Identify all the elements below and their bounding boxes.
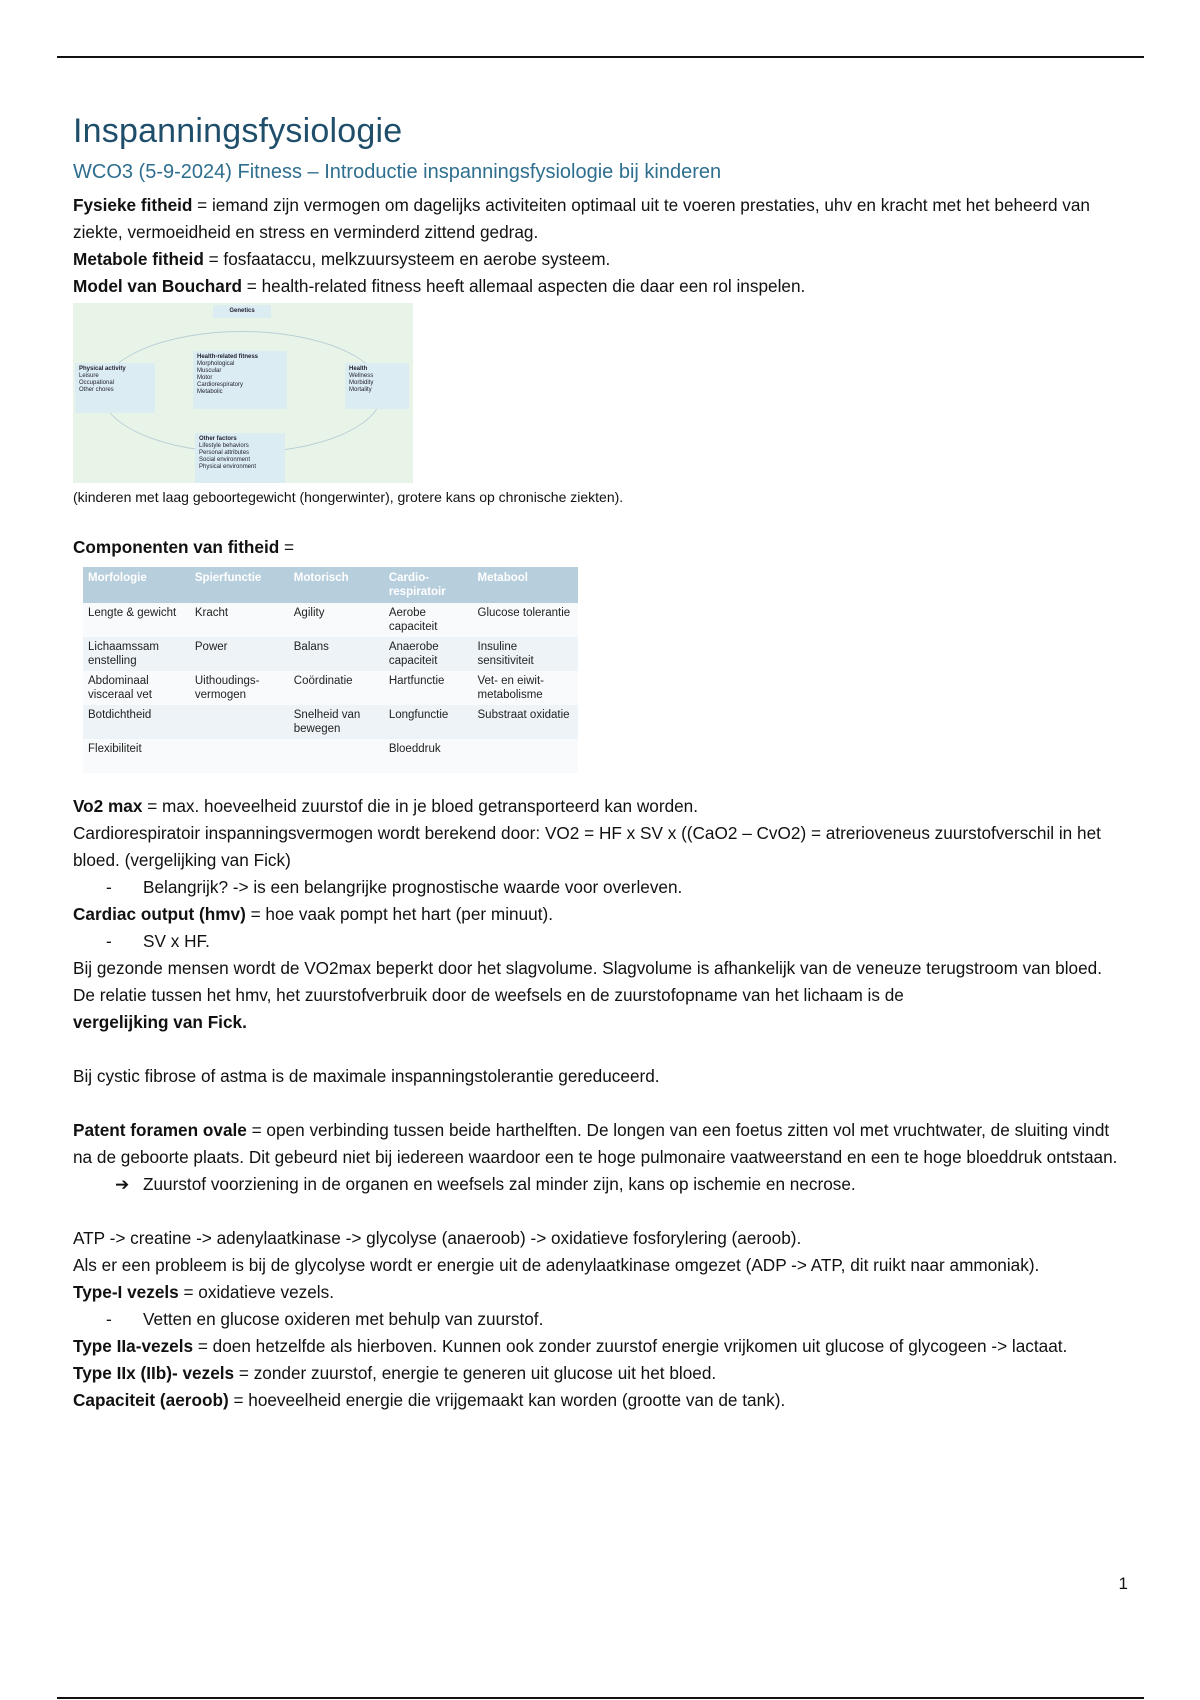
paragraph-patent-foramen-ovale (73, 1117, 1133, 1171)
column-header: Morfologie (83, 567, 190, 603)
spacer (73, 779, 1133, 793)
table-cell: Hartfunctie (384, 671, 473, 705)
arrow-right-icon: ➔ (115, 1174, 130, 1194)
paragraph-type2x (73, 1360, 1133, 1387)
table-cell: Abdominaal visceraal vet (83, 671, 190, 705)
definition: = hoe vaak pompt het hart (per minuut). (245, 904, 553, 924)
paragraph-gezonde-mensen: Bij gezonde mensen wordt de VO2max beperkt door het slagvolume. Slagvolume is afhankelijk van de veneuze terugstroom van bloed. (73, 958, 1102, 978)
column-header: Cardio-respiratoir (384, 567, 473, 603)
spacer (73, 1090, 1133, 1117)
term: vergelijking van Fick. (73, 1012, 247, 1032)
genetics-box: Genetics (213, 305, 271, 318)
definition: = oxidatieve vezels. (178, 1282, 334, 1302)
table-cell (190, 739, 289, 773)
bullet-text: SV x HF. (143, 931, 210, 951)
column-header: Metabool (473, 567, 579, 603)
table-cell (289, 739, 384, 773)
bouchard-diagram (73, 303, 413, 483)
spacer (73, 1198, 1133, 1225)
table-row (83, 671, 578, 705)
table-cell: Lichaamssam enstelling (83, 637, 190, 671)
term: Capaciteit (aeroob) (73, 1390, 229, 1410)
text: De relatie tussen het hmv, het zuurstofverbruik door de weefsels en de zuurstofopname van het lichaam is de (73, 985, 904, 1005)
table-cell: Snelheid van bewegen (289, 705, 384, 739)
table-header-row (83, 567, 578, 603)
bullet-item (73, 874, 1133, 901)
table-cell: Balans (289, 637, 384, 671)
table-cell (190, 705, 289, 739)
paragraph-type2a (73, 1333, 1133, 1360)
arrow-text: Zuurstof voorziening in de organen en weefsels zal minder zijn, kans op ischemie en necrose. (143, 1174, 856, 1194)
paragraph-bouchard (73, 273, 1133, 300)
bottom-rule (57, 1697, 1144, 1699)
table-cell: Substraat oxidatie (473, 705, 579, 739)
page-content (73, 112, 1133, 1414)
table-cell: Glucose tolerantie (473, 603, 579, 637)
term: Fysieke fitheid (73, 195, 193, 215)
bullet-marker: - (106, 931, 112, 951)
term: Vo2 max (73, 796, 143, 816)
table-cell: Kracht (190, 603, 289, 637)
definition: = health-related fitness heeft allemaal aspecten die daar een rol inspelen. (242, 276, 806, 296)
term: Model van Bouchard (73, 276, 243, 296)
definition: = open verbinding tussen beide harthelften. De longen van een foetus zitten vol met vruchtwater, de sluiting vindt na de geboorte plaats. Dit gebeurd niet bij iedereen waardoor een te hoge pulmonaire vaatweerstand en een te hoge bloeddruk ontstaan. (73, 1120, 1118, 1167)
table-cell: Bloeddruk (384, 739, 473, 773)
definition: = zonder zuurstof, energie te generen uit glucose uit het bloed. (234, 1363, 717, 1383)
term: Componenten van fitheid (73, 537, 280, 557)
health-box: Health Wellness Morbidity Mortality (345, 363, 409, 409)
term: Patent foramen ovale (73, 1120, 247, 1140)
other-factors-box: Other factors Lifestyle behaviors Personal attributes Social environment Physical environment (195, 433, 285, 483)
table-cell: Power (190, 637, 289, 671)
term: Metabole fitheid (73, 249, 204, 269)
paragraph-componenten (73, 534, 1133, 561)
definition: = fosfaataccu, melkzuursysteem en aerobe systeem. (203, 249, 611, 269)
definition: = max. hoeveelheid zuurstof die in je bloed getransporteerd kan worden. (142, 796, 699, 816)
bullet-marker: - (106, 1309, 112, 1329)
spacer (73, 507, 1133, 534)
table-cell: Anaerobe capaciteit (384, 637, 473, 671)
table-row (83, 739, 578, 773)
spacer (73, 1036, 1133, 1063)
top-rule (57, 56, 1144, 58)
table-cell (473, 739, 579, 773)
paragraph-cystic-fibrose: Bij cystic fibrose of astma is de maximale inspanningstolerantie gereduceerd. (73, 1066, 660, 1086)
paragraph-metabole-fitheid (73, 246, 1133, 273)
definition: = (279, 537, 295, 557)
bullet-item (73, 928, 1133, 955)
paragraph-relatie (73, 982, 1133, 1036)
table-row (83, 603, 578, 637)
arrow-item (73, 1171, 1133, 1198)
table-cell: Flexibiliteit (83, 739, 190, 773)
health-related-fitness-box: Health-related fitness Morphological Muscular Motor Cardiorespiratory Metabolic (193, 351, 287, 409)
page-number: 1 (1118, 1574, 1128, 1593)
table-row (83, 705, 578, 739)
table-cell: Vet- en eiwit-metabolisme (473, 671, 579, 705)
paragraph-capaciteit (73, 1387, 1133, 1414)
paragraph-cardiorespiratoir: Cardiorespiratoir inspanningsvermogen wordt berekend door: VO2 = HF x SV x ((CaO2 – CvO2) = atrerioveneus zuurstofverschil in het bloed. (vergelijking van Fick) (73, 823, 1101, 870)
definition: = doen hetzelfde als hierboven. Kunnen ook zonder zuurstof energie vrijkomen uit glucose of glycogeen -> lactaat. (193, 1336, 1068, 1356)
bullet-marker: - (106, 877, 112, 897)
table-cell: Longfunctie (384, 705, 473, 739)
term: Type IIa-vezels (73, 1336, 194, 1356)
column-header: Motorisch (289, 567, 384, 603)
table-cell: Coördinatie (289, 671, 384, 705)
paragraph-fysieke-fitheid (73, 192, 1133, 246)
table-row (83, 637, 578, 671)
section-heading: WCO3 (5-9-2024) Fitness – Introductie inspanningsfysiologie bij kinderen (73, 161, 722, 183)
paragraph-glycolyse: Als er een probleem is bij de glycolyse wordt er energie uit de adenylaatkinase omgezet (ADP -> ATP, dit ruikt naar ammoniak). (73, 1255, 1040, 1275)
bullet-text: Belangrijk? -> is een belangrijke prognostische waarde voor overleven. (143, 877, 683, 897)
table-cell: Botdichtheid (83, 705, 190, 739)
components-table (83, 567, 578, 773)
term: Type-I vezels (73, 1282, 179, 1302)
table-cell: Uithoudings-vermogen (190, 671, 289, 705)
bullet-text: Vetten en glucose oxideren met behulp van zuurstof. (143, 1309, 544, 1329)
paragraph-atp: ATP -> creatine -> adenylaatkinase -> glycolyse (anaeroob) -> oxidatieve fosforylering (aeroob). (73, 1228, 802, 1248)
paragraph-vo2max (73, 793, 1133, 820)
paragraph-cardiac-output (73, 901, 1133, 928)
term: Type IIx (IIb)- vezels (73, 1363, 235, 1383)
term: Cardiac output (hmv) (73, 904, 246, 924)
diagram-caption: (kinderen met laag geboortegewicht (hongerwinter), grotere kans op chronische ziekten). (73, 489, 624, 505)
bullet-item (73, 1306, 1133, 1333)
definition: = iemand zijn vermogen om dagelijks activiteiten optimaal uit te voeren prestaties, uhv en kracht met het beheerd van ziekte, vermoeidheid en stress en verminderd zittend gedrag. (73, 195, 1090, 242)
table-cell: Insuline sensitiviteit (473, 637, 579, 671)
table-cell: Agility (289, 603, 384, 637)
physical-activity-box: Physical activity Leisure Occupational Other chores (75, 363, 155, 413)
paragraph-type1 (73, 1279, 1133, 1306)
table-cell: Aerobe capaciteit (384, 603, 473, 637)
definition: = hoeveelheid energie die vrijgemaakt kan worden (grootte van de tank). (228, 1390, 786, 1410)
column-header: Spierfunctie (190, 567, 289, 603)
page-title: Inspanningsfysiologie (73, 112, 403, 150)
table-cell: Lengte & gewicht (83, 603, 190, 637)
